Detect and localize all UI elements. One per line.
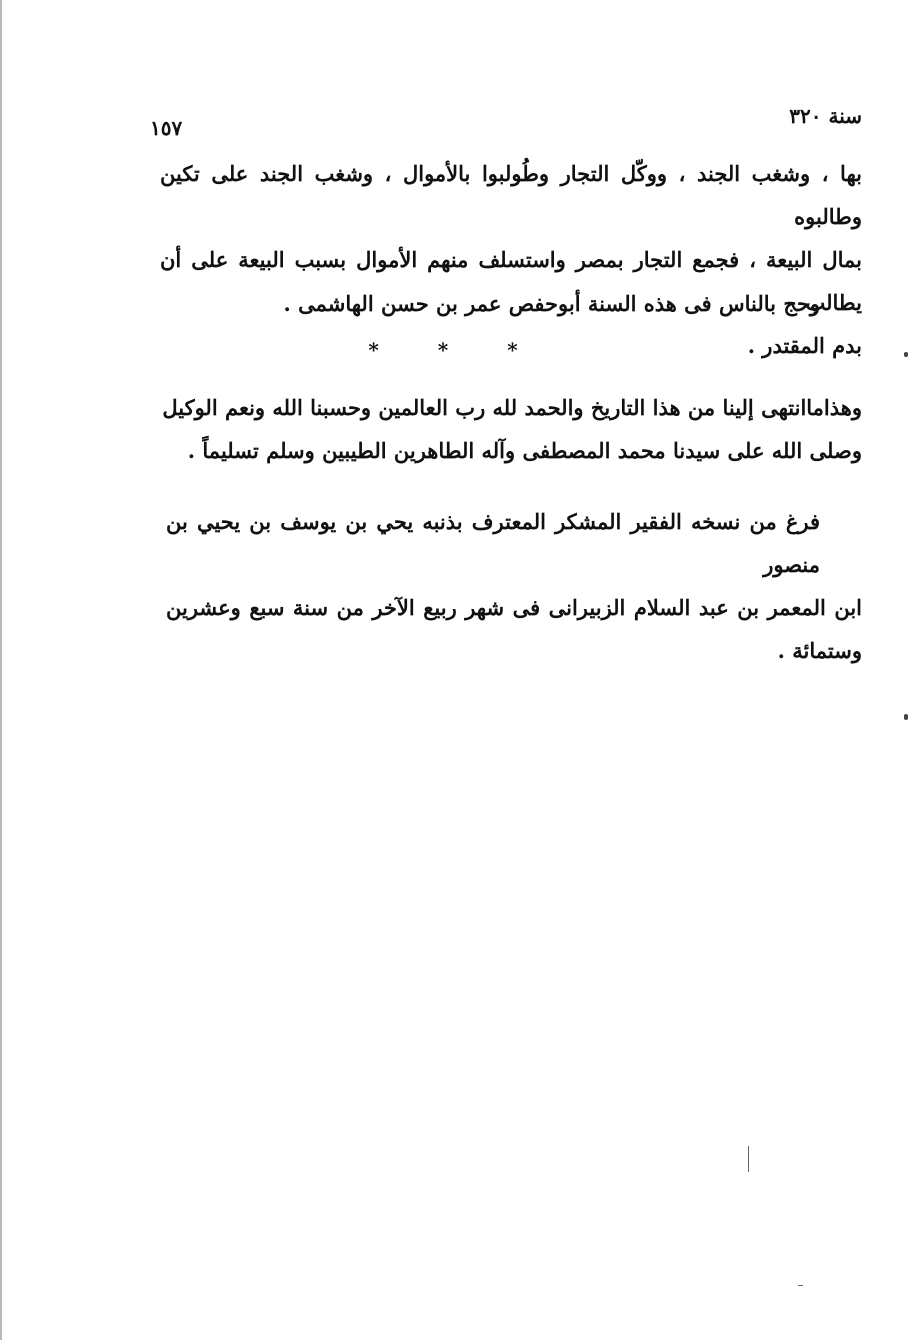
text-line: بدم المقتدر .	[747, 333, 862, 358]
text-line: ابن المعمر بن عبد السلام الزبيرانى فى شهر ربيع الآخر من سنة سبع وعشرين وستمائة .	[166, 595, 862, 663]
text-line: وحج بالناس فى هذه السنة أبوحفص عمر بن حسن الهاشمى .	[283, 291, 820, 316]
section-ornament: * * *	[368, 338, 544, 362]
text-line: وصلى الله على سيدنا محمد المصطفى وآله الطاهرين الطيبين وسلم تسليماً .	[187, 438, 862, 463]
scan-speck	[904, 352, 908, 357]
text-line: بها ، وشغب الجند ، ووكّل التجار وطُولبوا بالأموال ، وشغب الجند على تكين وطالبوه	[160, 161, 862, 229]
scan-speck	[798, 1285, 803, 1286]
text-line: بمال البيعة ، فجمع التجار بمصر واستسلف منهم الأموال بسبب البيعة على أن يطالب	[160, 247, 862, 315]
page-header	[150, 104, 862, 140]
running-head: سنة ٣٢٠	[789, 104, 862, 128]
colophon	[166, 500, 862, 672]
paragraph-1	[160, 152, 862, 367]
text-line: فرغ من نسخه الفقير المشكر المعترف بذنبه يحي بن يوسف بن يحيي بن منصور	[166, 509, 820, 577]
scan-speck	[904, 714, 908, 720]
page-edge-line	[0, 0, 2, 1340]
scan-speck	[748, 1146, 749, 1172]
paragraph-2	[160, 282, 862, 325]
paragraph-3	[160, 386, 862, 472]
page-number: ١٥٧	[150, 116, 183, 140]
text-line: وهذاماانتهى إلينا من هذا التاريخ والحمد لله رب العالمين وحسبنا الله ونعم الوكيل	[162, 395, 862, 420]
